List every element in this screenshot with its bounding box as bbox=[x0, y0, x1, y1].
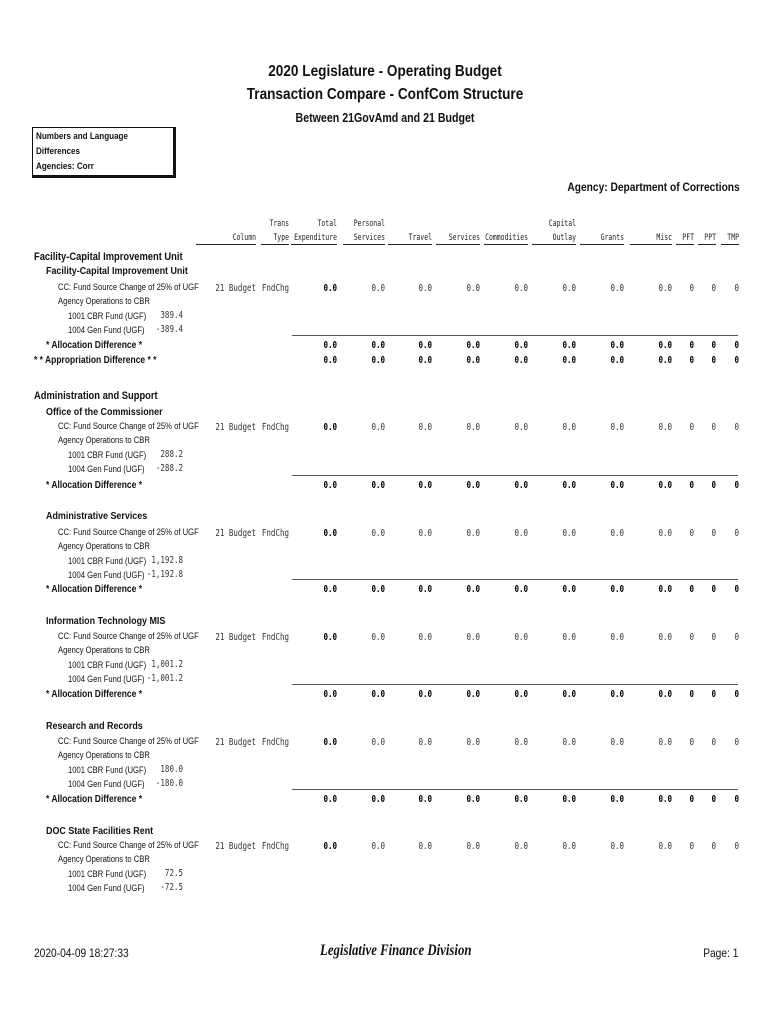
allocation-name: Research and Records bbox=[46, 720, 143, 732]
footer-page-number: Page: 1 bbox=[702, 946, 738, 960]
filter-line-1: Numbers and Language bbox=[36, 131, 128, 142]
column-value: 21 Budget bbox=[215, 283, 256, 294]
cc-fund-source-text: CC: Fund Source Change of 25% of UGF bbox=[58, 840, 199, 850]
allocation-difference-pft: 0 bbox=[689, 480, 694, 491]
transaction-value-misc: 0.0 bbox=[658, 283, 672, 294]
allocation-difference-travel: 0.0 bbox=[418, 584, 432, 595]
column-header-underline bbox=[630, 244, 672, 245]
allocation-difference-label: * Allocation Difference * bbox=[46, 340, 143, 351]
column-value: 21 Budget bbox=[215, 841, 256, 852]
gen-fund-amount: -1,001.2 bbox=[146, 673, 183, 684]
allocation-name: Administrative Services bbox=[46, 510, 148, 522]
transaction-value-services: 0.0 bbox=[466, 632, 480, 643]
cbr-fund-label: 1001 CBR Fund (UGF) bbox=[68, 311, 147, 321]
column-header-capital-top: Capital bbox=[548, 219, 576, 229]
appropriation-difference-pft: 0 bbox=[689, 355, 694, 366]
allocation-difference-capital: 0.0 bbox=[562, 584, 576, 595]
allocation-name: Information Technology MIS bbox=[46, 615, 166, 627]
trans-type-value: FndChg bbox=[261, 841, 289, 852]
column-header-underline bbox=[291, 244, 337, 245]
transaction-value-commodities: 0.0 bbox=[514, 528, 528, 539]
allocation-difference-travel: 0.0 bbox=[418, 340, 432, 351]
appropriation-name: Administration and Support bbox=[34, 390, 158, 402]
cc-fund-source-text: CC: Fund Source Change of 25% of UGF bbox=[58, 527, 199, 537]
transaction-value-travel: 0.0 bbox=[418, 283, 432, 294]
allocation-difference-pft: 0 bbox=[689, 340, 694, 351]
column-header-tmp: TMP bbox=[727, 233, 739, 243]
allocation-name: DOC State Facilities Rent bbox=[46, 825, 154, 837]
column-header-personal: Services bbox=[353, 233, 385, 243]
transaction-value-travel: 0.0 bbox=[418, 841, 432, 852]
allocation-difference-label: * Allocation Difference * bbox=[46, 584, 143, 595]
column-header-personal-top: Personal bbox=[353, 219, 385, 229]
trans-type-value: FndChg bbox=[261, 737, 289, 748]
allocation-difference-label: * Allocation Difference * bbox=[46, 689, 143, 700]
transaction-value-travel: 0.0 bbox=[418, 422, 432, 433]
column-header-ppt: PPT bbox=[704, 233, 716, 243]
transaction-value-capital: 0.0 bbox=[562, 422, 576, 433]
allocation-difference-total: 0.0 bbox=[323, 584, 337, 595]
allocation-difference-travel: 0.0 bbox=[418, 480, 432, 491]
transaction-value-capital: 0.0 bbox=[562, 841, 576, 852]
transaction-value-personal: 0.0 bbox=[371, 528, 385, 539]
transaction-value-grants: 0.0 bbox=[610, 528, 624, 539]
transaction-value-pft: 0 bbox=[689, 841, 694, 852]
allocation-difference-ppt: 0 bbox=[711, 340, 716, 351]
filter-box bbox=[32, 127, 176, 178]
agency-ops-text: Agency Operations to CBR bbox=[58, 854, 150, 864]
transaction-value-capital: 0.0 bbox=[562, 283, 576, 294]
allocation-difference-tmp: 0 bbox=[734, 689, 739, 700]
transaction-value-tmp: 0 bbox=[734, 422, 739, 433]
trans-type-value: FndChg bbox=[261, 422, 289, 433]
transaction-value-ppt: 0 bbox=[711, 422, 716, 433]
allocation-name: Office of the Commissioner bbox=[46, 406, 163, 418]
transaction-value-personal: 0.0 bbox=[371, 841, 385, 852]
transaction-value-personal: 0.0 bbox=[371, 632, 385, 643]
column-header-underline bbox=[343, 244, 385, 245]
allocation-difference-grants: 0.0 bbox=[610, 340, 624, 351]
column-header-trans: Type bbox=[273, 233, 289, 243]
trans-type-value: FndChg bbox=[261, 283, 289, 294]
cc-fund-source-text: CC: Fund Source Change of 25% of UGF bbox=[58, 282, 199, 292]
cbr-fund-amount: 72.5 bbox=[164, 868, 183, 879]
transaction-value-ppt: 0 bbox=[711, 841, 716, 852]
transaction-value-grants: 0.0 bbox=[610, 422, 624, 433]
allocation-difference-ppt: 0 bbox=[711, 584, 716, 595]
transaction-value-total: 0.0 bbox=[323, 737, 337, 748]
transaction-value-pft: 0 bbox=[689, 283, 694, 294]
cbr-fund-amount: 1,192.8 bbox=[151, 555, 183, 566]
footer-division-signature: Legislative Finance Division bbox=[320, 942, 472, 959]
transaction-value-travel: 0.0 bbox=[418, 632, 432, 643]
allocation-difference-total: 0.0 bbox=[323, 794, 337, 805]
allocation-difference-services: 0.0 bbox=[466, 689, 480, 700]
agency-ops-text: Agency Operations to CBR bbox=[58, 645, 150, 655]
allocation-difference-label: * Allocation Difference * bbox=[46, 794, 143, 805]
column-header-underline bbox=[261, 244, 289, 245]
transaction-value-personal: 0.0 bbox=[371, 737, 385, 748]
footer-timestamp: 2020-04-09 18:27:33 bbox=[34, 946, 129, 960]
transaction-value-personal: 0.0 bbox=[371, 422, 385, 433]
appropriation-difference-tmp: 0 bbox=[734, 355, 739, 366]
allocation-difference-capital: 0.0 bbox=[562, 794, 576, 805]
allocation-difference-personal: 0.0 bbox=[371, 794, 385, 805]
allocation-difference-pft: 0 bbox=[689, 689, 694, 700]
allocation-difference-capital: 0.0 bbox=[562, 689, 576, 700]
allocation-difference-grants: 0.0 bbox=[610, 794, 624, 805]
allocation-difference-ppt: 0 bbox=[711, 794, 716, 805]
appropriation-difference-personal: 0.0 bbox=[371, 355, 385, 366]
appropriation-difference-services: 0.0 bbox=[466, 355, 480, 366]
agency-ops-text: Agency Operations to CBR bbox=[58, 296, 150, 306]
transaction-value-tmp: 0 bbox=[734, 841, 739, 852]
appropriation-difference-capital: 0.0 bbox=[562, 355, 576, 366]
transaction-value-commodities: 0.0 bbox=[514, 632, 528, 643]
gen-fund-label: 1004 Gen Fund (UGF) bbox=[68, 570, 145, 580]
transaction-value-capital: 0.0 bbox=[562, 632, 576, 643]
transaction-value-total: 0.0 bbox=[323, 632, 337, 643]
allocation-difference-commodities: 0.0 bbox=[514, 794, 528, 805]
transaction-value-misc: 0.0 bbox=[658, 737, 672, 748]
column-header-underline bbox=[676, 244, 694, 245]
column-header-commodities: Commodities bbox=[485, 233, 528, 243]
appropriation-difference-misc: 0.0 bbox=[658, 355, 672, 366]
appropriation-difference-grants: 0.0 bbox=[610, 355, 624, 366]
transaction-value-tmp: 0 bbox=[734, 632, 739, 643]
allocation-difference-total: 0.0 bbox=[323, 480, 337, 491]
transaction-value-tmp: 0 bbox=[734, 528, 739, 539]
cbr-fund-amount: 1,001.2 bbox=[151, 659, 183, 670]
column-header-underline bbox=[484, 244, 528, 245]
allocation-difference-misc: 0.0 bbox=[658, 340, 672, 351]
allocation-difference-travel: 0.0 bbox=[418, 794, 432, 805]
allocation-difference-personal: 0.0 bbox=[371, 480, 385, 491]
gen-fund-label: 1004 Gen Fund (UGF) bbox=[68, 464, 145, 474]
cbr-fund-amount: 389.4 bbox=[160, 310, 183, 321]
allocation-difference-capital: 0.0 bbox=[562, 340, 576, 351]
transaction-value-services: 0.0 bbox=[466, 841, 480, 852]
allocation-difference-misc: 0.0 bbox=[658, 794, 672, 805]
transaction-value-misc: 0.0 bbox=[658, 528, 672, 539]
trans-type-value: FndChg bbox=[261, 528, 289, 539]
cbr-fund-amount: 288.2 bbox=[160, 449, 183, 460]
appropriation-difference-label: * * Appropriation Difference * * bbox=[34, 355, 157, 366]
allocation-difference-misc: 0.0 bbox=[658, 689, 672, 700]
transaction-value-services: 0.0 bbox=[466, 422, 480, 433]
cc-fund-source-text: CC: Fund Source Change of 25% of UGF bbox=[58, 631, 199, 641]
cc-fund-source-text: CC: Fund Source Change of 25% of UGF bbox=[58, 421, 199, 431]
gen-fund-amount: -72.5 bbox=[160, 882, 183, 893]
allocation-difference-pft: 0 bbox=[689, 794, 694, 805]
allocation-difference-commodities: 0.0 bbox=[514, 689, 528, 700]
allocation-difference-total: 0.0 bbox=[323, 689, 337, 700]
cbr-fund-label: 1001 CBR Fund (UGF) bbox=[68, 765, 147, 775]
transaction-value-total: 0.0 bbox=[323, 841, 337, 852]
transaction-value-commodities: 0.0 bbox=[514, 283, 528, 294]
transaction-value-services: 0.0 bbox=[466, 737, 480, 748]
gen-fund-amount: -180.0 bbox=[155, 778, 183, 789]
column-header-total: Expenditure bbox=[294, 233, 337, 243]
allocation-name: Facility-Capital Improvement Unit bbox=[46, 265, 188, 277]
column-header-underline bbox=[196, 244, 256, 245]
allocation-difference-tmp: 0 bbox=[734, 584, 739, 595]
subtotal-rule bbox=[292, 789, 738, 790]
transaction-value-pft: 0 bbox=[689, 632, 694, 643]
gen-fund-amount: -288.2 bbox=[155, 463, 183, 474]
transaction-value-pft: 0 bbox=[689, 422, 694, 433]
allocation-difference-label: * Allocation Difference * bbox=[46, 480, 143, 491]
allocation-difference-ppt: 0 bbox=[711, 689, 716, 700]
column-header-underline bbox=[721, 244, 739, 245]
report-comparison: Between 21GovAmd and 21 Budget bbox=[295, 111, 475, 125]
transaction-value-total: 0.0 bbox=[323, 422, 337, 433]
transaction-value-misc: 0.0 bbox=[658, 422, 672, 433]
subtotal-rule bbox=[292, 684, 738, 685]
column-header-column: Column bbox=[232, 233, 256, 243]
transaction-value-pft: 0 bbox=[689, 737, 694, 748]
allocation-difference-personal: 0.0 bbox=[371, 340, 385, 351]
column-value: 21 Budget bbox=[215, 632, 256, 643]
column-value: 21 Budget bbox=[215, 422, 256, 433]
allocation-difference-grants: 0.0 bbox=[610, 480, 624, 491]
column-header-capital: Outlay bbox=[552, 233, 576, 243]
allocation-difference-tmp: 0 bbox=[734, 794, 739, 805]
filter-line-2: Differences bbox=[36, 146, 80, 157]
cbr-fund-label: 1001 CBR Fund (UGF) bbox=[68, 450, 147, 460]
transaction-value-total: 0.0 bbox=[323, 283, 337, 294]
column-header-pft: PFT bbox=[682, 233, 694, 243]
allocation-difference-grants: 0.0 bbox=[610, 584, 624, 595]
subtotal-rule bbox=[292, 335, 738, 336]
transaction-value-tmp: 0 bbox=[734, 283, 739, 294]
allocation-difference-capital: 0.0 bbox=[562, 480, 576, 491]
report-title: 2020 Legislature - Operating Budget bbox=[268, 63, 502, 80]
transaction-value-capital: 0.0 bbox=[562, 737, 576, 748]
allocation-difference-services: 0.0 bbox=[466, 340, 480, 351]
cbr-fund-label: 1001 CBR Fund (UGF) bbox=[68, 869, 147, 879]
allocation-difference-tmp: 0 bbox=[734, 340, 739, 351]
column-value: 21 Budget bbox=[215, 528, 256, 539]
subtotal-rule bbox=[292, 579, 738, 580]
transaction-value-ppt: 0 bbox=[711, 632, 716, 643]
appropriation-name: Facility-Capital Improvement Unit bbox=[34, 251, 183, 263]
cbr-fund-label: 1001 CBR Fund (UGF) bbox=[68, 556, 147, 566]
transaction-value-total: 0.0 bbox=[323, 528, 337, 539]
transaction-value-commodities: 0.0 bbox=[514, 422, 528, 433]
allocation-difference-personal: 0.0 bbox=[371, 584, 385, 595]
allocation-difference-misc: 0.0 bbox=[658, 584, 672, 595]
transaction-value-capital: 0.0 bbox=[562, 528, 576, 539]
appropriation-difference-total: 0.0 bbox=[323, 355, 337, 366]
transaction-value-commodities: 0.0 bbox=[514, 841, 528, 852]
allocation-difference-grants: 0.0 bbox=[610, 689, 624, 700]
trans-type-value: FndChg bbox=[261, 632, 289, 643]
gen-fund-label: 1004 Gen Fund (UGF) bbox=[68, 883, 145, 893]
transaction-value-commodities: 0.0 bbox=[514, 737, 528, 748]
transaction-value-ppt: 0 bbox=[711, 528, 716, 539]
transaction-value-grants: 0.0 bbox=[610, 283, 624, 294]
allocation-difference-travel: 0.0 bbox=[418, 689, 432, 700]
allocation-difference-tmp: 0 bbox=[734, 480, 739, 491]
transaction-value-travel: 0.0 bbox=[418, 737, 432, 748]
allocation-difference-pft: 0 bbox=[689, 584, 694, 595]
allocation-difference-total: 0.0 bbox=[323, 340, 337, 351]
allocation-difference-services: 0.0 bbox=[466, 480, 480, 491]
column-header-underline bbox=[532, 244, 576, 245]
column-header-trans-top: Trans bbox=[269, 219, 289, 229]
allocation-difference-services: 0.0 bbox=[466, 584, 480, 595]
column-header-underline bbox=[388, 244, 432, 245]
column-header-services: Services bbox=[448, 233, 480, 243]
allocation-difference-commodities: 0.0 bbox=[514, 584, 528, 595]
appropriation-difference-travel: 0.0 bbox=[418, 355, 432, 366]
cbr-fund-label: 1001 CBR Fund (UGF) bbox=[68, 660, 147, 670]
transaction-value-travel: 0.0 bbox=[418, 528, 432, 539]
agency-ops-text: Agency Operations to CBR bbox=[58, 750, 150, 760]
transaction-value-grants: 0.0 bbox=[610, 737, 624, 748]
allocation-difference-services: 0.0 bbox=[466, 794, 480, 805]
column-header-grants: Grants bbox=[600, 233, 624, 243]
column-header-underline bbox=[580, 244, 624, 245]
subtotal-rule bbox=[292, 475, 738, 476]
column-value: 21 Budget bbox=[215, 737, 256, 748]
column-header-total-top: Total bbox=[317, 219, 337, 229]
column-header-underline bbox=[436, 244, 480, 245]
transaction-value-ppt: 0 bbox=[711, 737, 716, 748]
agency-ops-text: Agency Operations to CBR bbox=[58, 541, 150, 551]
gen-fund-amount: -1,192.8 bbox=[146, 569, 183, 580]
report-subtitle: Transaction Compare - ConfCom Structure bbox=[246, 86, 524, 103]
allocation-difference-commodities: 0.0 bbox=[514, 480, 528, 491]
allocation-difference-ppt: 0 bbox=[711, 480, 716, 491]
cbr-fund-amount: 180.0 bbox=[160, 764, 183, 775]
agency-ops-text: Agency Operations to CBR bbox=[58, 435, 150, 445]
transaction-value-services: 0.0 bbox=[466, 283, 480, 294]
gen-fund-amount: -389.4 bbox=[155, 324, 183, 335]
column-header-misc: Misc bbox=[656, 233, 672, 243]
allocation-difference-misc: 0.0 bbox=[658, 480, 672, 491]
transaction-value-misc: 0.0 bbox=[658, 632, 672, 643]
allocation-difference-personal: 0.0 bbox=[371, 689, 385, 700]
transaction-value-grants: 0.0 bbox=[610, 632, 624, 643]
gen-fund-label: 1004 Gen Fund (UGF) bbox=[68, 674, 145, 684]
transaction-value-ppt: 0 bbox=[711, 283, 716, 294]
transaction-value-services: 0.0 bbox=[466, 528, 480, 539]
column-header-underline bbox=[698, 244, 716, 245]
cc-fund-source-text: CC: Fund Source Change of 25% of UGF bbox=[58, 736, 199, 746]
filter-line-3: Agencies: Corr bbox=[36, 161, 94, 172]
transaction-value-pft: 0 bbox=[689, 528, 694, 539]
gen-fund-label: 1004 Gen Fund (UGF) bbox=[68, 779, 145, 789]
appropriation-difference-ppt: 0 bbox=[711, 355, 716, 366]
allocation-difference-commodities: 0.0 bbox=[514, 340, 528, 351]
transaction-value-tmp: 0 bbox=[734, 737, 739, 748]
column-header-travel: Travel bbox=[408, 233, 432, 243]
gen-fund-label: 1004 Gen Fund (UGF) bbox=[68, 325, 145, 335]
transaction-value-misc: 0.0 bbox=[658, 841, 672, 852]
agency-name: Agency: Department of Corrections bbox=[567, 180, 740, 194]
transaction-value-grants: 0.0 bbox=[610, 841, 624, 852]
transaction-value-personal: 0.0 bbox=[371, 283, 385, 294]
appropriation-difference-commodities: 0.0 bbox=[514, 355, 528, 366]
